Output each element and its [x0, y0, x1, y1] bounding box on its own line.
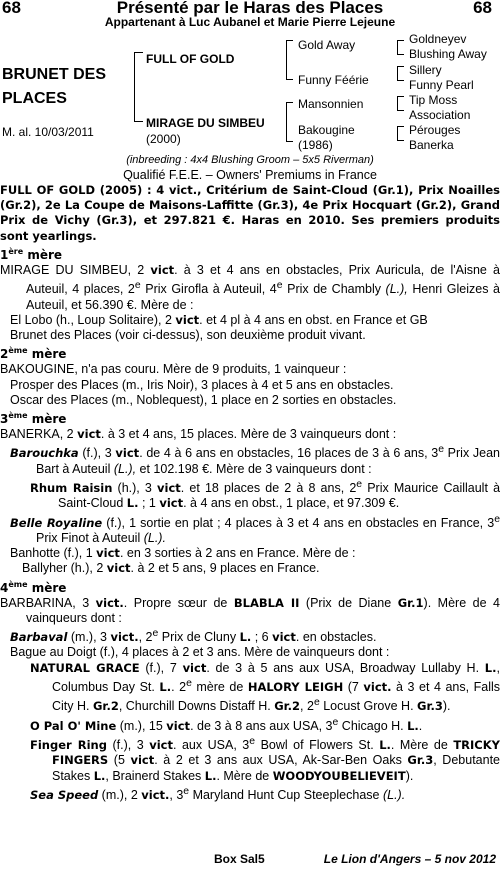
second-dam-paragraph: BAKOUGINE, n'a pas couru. Mère de 9 produits, 1 vainqueur : — [0, 362, 347, 377]
first-dam-heading: 1ère mère — [0, 246, 63, 262]
produce-sea-speed: Sea Speed (m.), 2 vict., 3e Maryland Hunt Cup Steeplechase (L.). — [30, 785, 406, 802]
produce-finger-ring: Finger Ring (f.), 3 vict. aux USA, 3e Bowl of Flowers St. L.. Mère de TRICKY FINGERS (5 vict. à 2 et 3 ans aux USA, Ak-Sar-Ben Oaks Gr.3, Debutante Stakes L., Brainerd Stakes L.. Mère de WOODYOUBELIEVEIT). — [30, 735, 500, 783]
horse-details: M. al. 10/03/2011 — [2, 125, 94, 139]
produce-barbaval: Barbaval (m.), 3 vict., 2e Prix de Cluny L. ; 6 vict. en obstacles. — [10, 628, 377, 645]
produce-rhum-raisin: Rhum Raisin (h.), 3 vict. et 18 places de 2 à 8 ans, 2e Prix Maurice Caillault à Saint-Cloud L. ; 1 vict. à 4 ans en obst., 1 place, et 97.309 €. — [30, 478, 500, 511]
dam-year: (2000) — [146, 132, 181, 146]
produce-el-lobo: El Lobo (h., Loup Solitaire), 2 vict. et 4 pl à 4 ans en obst. en France et GB — [10, 312, 428, 327]
qualification-note: Qualifié F.E.E. – Owners' Premiums in France — [123, 168, 377, 182]
ggs-7: Pérouges — [409, 123, 461, 137]
bracket-main — [134, 52, 143, 122]
sire-paragraph: FULL OF GOLD (2005) : 4 vict., Critérium de Saint-Cloud (Gr.1), Prix Noailles (Gr.2), 2e La Coupe de Maisons-Laffitte (Gr.3), 4e Prix Hocquart (Gr.2), Grand Prix de Vichy (Gr.3), et 297.821 €. Haras en 2010. Ses premiers produits sont yearlings. — [0, 183, 500, 243]
grandsire-2: Mansonnien — [298, 97, 364, 111]
owner-line: Appartenant à Luc Aubanel et Marie Pierre Lejeune — [104, 15, 396, 29]
second-dam-heading: 2ème mère — [0, 346, 67, 362]
ggs-3: Sillery — [409, 63, 442, 77]
ggs-4: Funny Pearl — [409, 78, 474, 92]
grandsire-1: Gold Away — [298, 38, 356, 52]
produce-o-pal-o-mine: O Pal O' Mine (m.), 15 vict. de 3 à 8 ans aux USA, 3e Chicago H. L.. — [30, 716, 423, 733]
ggs-6: Association — [409, 108, 471, 122]
ggs-5: Tip Moss — [409, 93, 458, 107]
bracket-gs1 — [397, 40, 404, 55]
fourth-dam-paragraph: BARBARINA, 3 vict.. Propre sœur de BLABLA II (Prix de Diane Gr.1). Mère de 4 vainqueurs dont : — [0, 595, 500, 625]
sire-name: FULL OF GOLD — [146, 52, 235, 66]
granddam-1: Funny Féérie — [298, 73, 369, 87]
produce-oscar: Oscar des Places (m., Noblequest), 1 place en 2 sorties en obstacles. — [10, 392, 397, 407]
bracket-sire — [286, 40, 293, 80]
bracket-gs2 — [397, 66, 404, 81]
bracket-dam — [286, 102, 293, 142]
horse-name-line2: PLACES — [2, 90, 67, 107]
produce-prosper: Prosper des Places (m., Iris Noir), 3 places à 4 et 5 ans en obstacles. — [10, 377, 394, 392]
first-dam-paragraph: MIRAGE DU SIMBEU, 2 vict. à 3 et 4 ans en obstacles, Prix Auricula, de l'Aisne à Auteuil, 4 places, 2e Prix Girofla à Auteuil, 4e Prix de Chambly (L.), Henri Gleizes à Auteuil, et 56.390 €. Mère de : — [0, 263, 500, 312]
third-dam-paragraph: BANERKA, 2 vict. à 3 et 4 ans, 15 places. Mère de 3 vainqueurs dont : — [0, 427, 397, 442]
third-dam-heading: 3ème mère — [0, 411, 67, 426]
produce-belle-royaline: Belle Royaline (f.), 1 sortie en plat ; 4 places à 3 et 4 ans en obstacles en France, 3e Prix Finot à Auteuil (L.). — [10, 513, 500, 545]
horse-name-line1: BRUNET DES — [2, 66, 107, 83]
event-label: Le Lion d'Angers – 5 nov 2012 — [323, 852, 496, 866]
page-title: Présenté par le Haras des Places — [116, 0, 384, 17]
fourth-dam-heading: 4ème mère — [0, 579, 67, 595]
lot-number: 68 — [2, 0, 21, 17]
bracket-gs3 — [397, 96, 404, 111]
inbreeding-note: (inbreeding : 4x4 Blushing Groom – 5x5 Riverman) — [126, 154, 374, 166]
bracket-gs4 — [397, 126, 404, 141]
dam-name: MIRAGE DU SIMBEU — [146, 116, 265, 130]
catalogue-body — [0, 183, 500, 803]
box-label: Box Sal5 — [214, 852, 265, 866]
produce-banhotte: Banhotte (f.), 1 vict. en 3 sorties à 2 ans en France. Mère de : — [10, 546, 356, 561]
produce-brunet: Brunet des Places (voir ci-dessus), son deuxième produit vivant. — [10, 327, 366, 342]
granddam-2: Bakougine — [298, 123, 355, 137]
produce-barouchka: Barouchka (f.), 3 vict. de 4 à 6 ans en obstacles, 16 places de 3 à 6 ans, 3e Prix Jean Bart à Auteuil (L.), et 102.198 €. Mère de 3 vainqueurs dont : — [10, 444, 500, 476]
produce-natural-grace: NATURAL GRACE (f.), 7 vict. de 3 à 5 ans aux USA, Broadway Lullaby H. L., Columbus Day St. L.. 2e mère de HALORY LEIGH (7 vict. à 3 et 4 ans, Falls City H. Gr.2, Churchill Downs Distaff H. Gr.2, 2e Locust Grove H. Gr.3). — [30, 660, 500, 714]
produce-bague-au-doigt: Bague au Doigt (f.), 4 places à 2 et 3 ans. Mère de vainqueurs dont : — [10, 645, 390, 660]
ggs-2: Blushing Away — [409, 47, 487, 61]
produce-ballyher: Ballyher (h.), 2 vict. à 2 et 5 ans, 9 places en France. — [22, 561, 320, 576]
lot-number-right: 68 — [473, 0, 492, 17]
granddam-2-year: (1986) — [298, 138, 333, 152]
ggs-8: Banerka — [409, 138, 454, 152]
ggs-1: Goldneyev — [409, 32, 467, 46]
